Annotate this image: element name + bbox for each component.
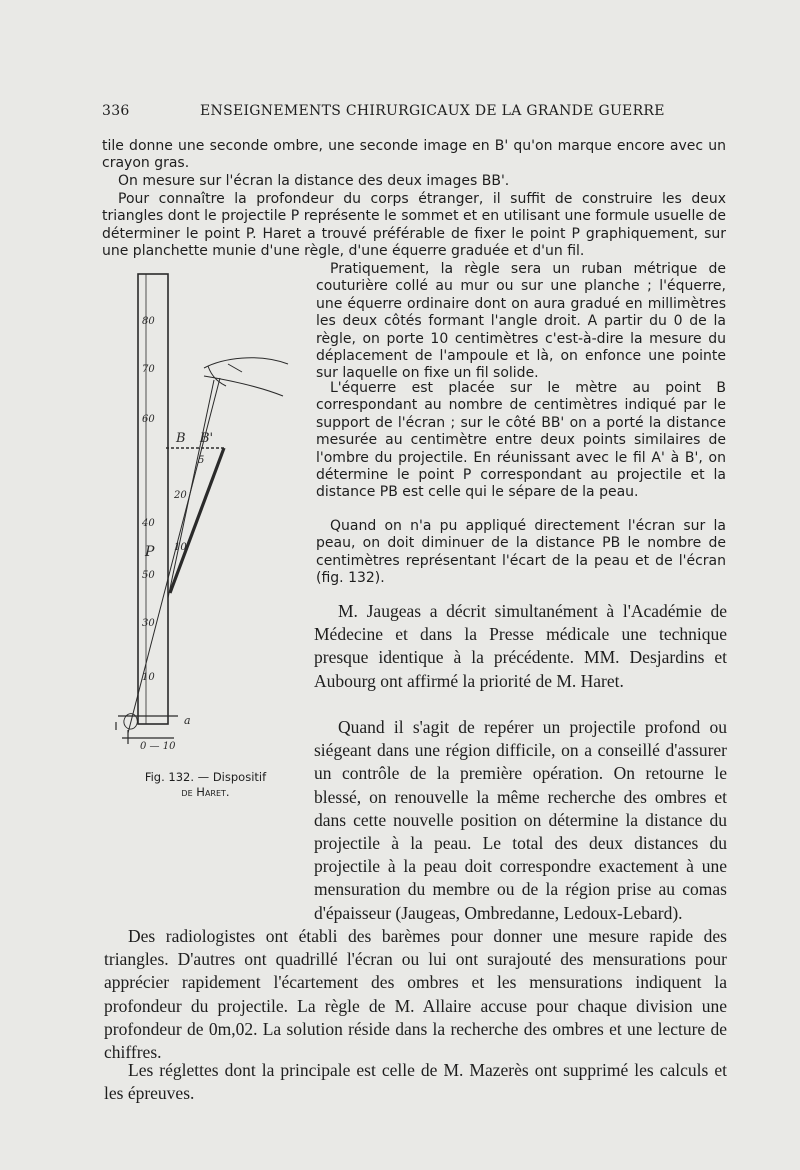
figure-letter-b: B	[176, 431, 186, 446]
paragraph-1: tile donne une seconde ombre, une seconde image en B' qu'on marque encore avec un crayon gras.	[102, 138, 726, 172]
ruler-mark-60: 60	[142, 414, 155, 425]
paragraph-9: Des radiologistes ont établi des barèmes pour donner une mesure rapide des triangles. D'autres ont quadrillé l'écran ou lui ont surajouté des mensurations pour apprécier rapidement l'écartement des ombres et les mensurations indiquent la profondeur du projectile. La règle de M. Allaire accuse pour chaque division une profondeur de 0m,02. La solution réside dans la recherche des ombres et une lecture de chiffres.	[104, 926, 727, 1063]
haret-device-figure	[108, 268, 308, 768]
ruler-mark-50: 50	[142, 570, 155, 581]
ruler-mark-80: 80	[142, 316, 155, 327]
page-number: 336	[102, 103, 130, 119]
figure-letter-b-prime: B'	[200, 431, 214, 446]
figure-mark-10: 10	[174, 542, 187, 553]
ruler	[138, 274, 168, 724]
paragraph-5: L'équerre est placée sur le mètre au point B correspondant au nombre de centimètres indiqué par le support de l'écran ; sur le côté BB' on a porté la distance mesurée au centimètre entre deux points similaires de l'ombre du projectile. En réunissant avec le fil A' à B', on détermine le point P correspondant au projectile et la distance PB est celle qui le sépare de la peau.	[316, 380, 726, 501]
caption-line-2: de Haret.	[181, 785, 230, 799]
ruler-mark-40: 40	[142, 518, 155, 529]
paragraph-2: On mesure sur l'écran la distance des deux images BB'.	[118, 173, 510, 189]
figure-letter-p: P	[145, 544, 155, 560]
paragraph-8: Quand il s'agit de repérer un projectile profond ou siégeant dans une région difficile, on a conseillé d'assurer un contrôle de la première opération. On retourne le blessé, on renouvelle la même recherche des ombres et dans cette nouvelle position on détermine la distance du projectile à la peau. Le total des deux distances du projectile à la peau doit correspondre exactement à une mensuration du membre ou de la région prise au comas d'épaisseur (Jaugeas, Ombredanne, Ledoux-Lebard).	[314, 717, 727, 923]
paragraph-10: Les réglettes dont la principale est celle de M. Mazerès ont supprimé les calculs et les épreuves.	[104, 1060, 727, 1104]
figure-mark-5: 5	[198, 455, 205, 466]
ruler-mark-30: 30	[142, 618, 155, 629]
figure-letter-a: a	[184, 714, 191, 727]
figure-mark-20: 20	[174, 490, 187, 501]
paragraph-4: Pratiquement, la règle sera un ruban métrique de couturière collé au mur ou sur une planche ; l'équerre, une équerre ordinaire dont on aura gradué en millimètres les deux côtés formant l'angle droit. A partir du 0 de la règle, on porte 10 centimètres c'est-à-dire la mesure du déplacement de l'ampoule et là, on enfonce une pointe sur laquelle on fixe un fil solide.	[316, 261, 726, 382]
figure-zero-ten: 0 — 10	[140, 741, 176, 752]
paragraph-6: Quand on n'a pu appliqué directement l'écran sur la peau, on doit diminuer de la distance PB le nombre de centimètres représentant l'écart de la peau et de l'écran (fig. 132).	[316, 518, 726, 587]
running-title: ENSEIGNEMENTS CHIRURGICAUX DE LA GRANDE GUERRE	[200, 103, 665, 119]
paragraph-7: M. Jaugeas a décrit simultanément à l'Académie de Médecine et dans la Presse médicale une technique presque identique à la précédente. MM. Desjardins et Aubourg ont affirmé la priorité de M. Haret.	[314, 601, 727, 691]
ruler-mark-10: 10	[142, 672, 155, 683]
ruler-mark-70: 70	[142, 364, 155, 375]
figure-caption	[118, 770, 293, 800]
caption-line-1: Fig. 132. — Dispositif	[144, 770, 267, 784]
paragraph-3: Pour connaître la profondeur du corps étranger, il suffit de construire les deux triangles dont le projectile P représente le sommet et en utilisant une formule usuelle de déterminer le point P. Haret a trouvé préférable de fixer le point P graphiquement, sur une planchette munie d'une règle, d'une équerre graduée et d'un fil.	[102, 191, 726, 260]
